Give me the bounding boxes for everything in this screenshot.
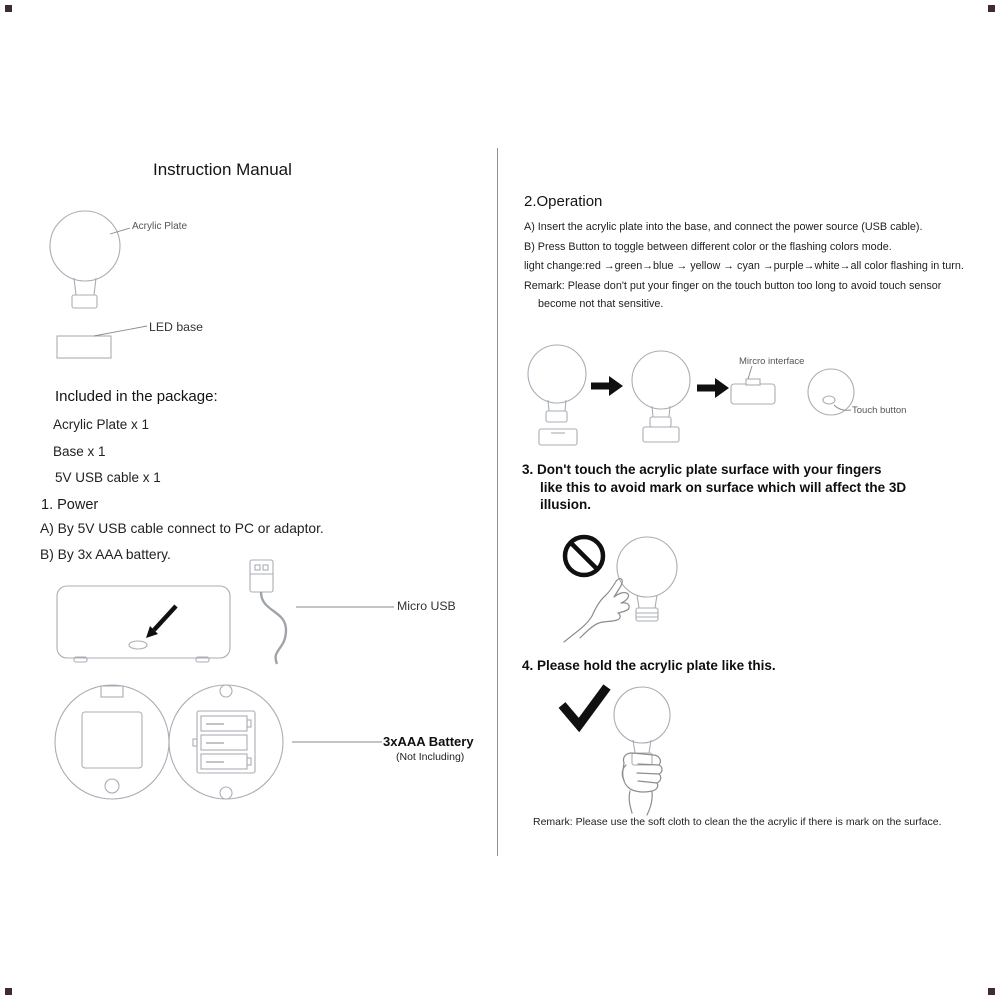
step3-line2: like this to avoid mark on surface which will affect the 3D (540, 479, 907, 495)
step3-text (522, 461, 906, 514)
step-arrowhead-icon (609, 376, 623, 396)
step4-text: 4. Please hold the acrylic plate like this. (522, 658, 776, 673)
package-item-cable: 5V USB cable x 1 (55, 470, 161, 485)
operation-remark-line1: Remark: Please don't put your finger on the touch button too long to avoid touch sensor (524, 280, 942, 292)
touch-button-label: Touch button (852, 405, 907, 416)
operation-line-a: A) Insert the acrylic plate into the base, and connect the power source (USB cable). (524, 221, 923, 233)
battery-compartment-figure (48, 680, 408, 808)
base-usb-figure (50, 550, 410, 670)
micro-usb-label: Micro USB (397, 599, 456, 613)
operation-line-light-change: light change:red →green→blue → yellow → cyan →purple→white→all color flashing in turn. (524, 260, 964, 272)
operation-line-b: B) Press Button to toggle between different color or the flashing colors mode. (524, 241, 892, 253)
micro-interface-label: Mircro interface (739, 356, 805, 367)
correct-hold-figure (550, 675, 710, 823)
power-line-b: B) By 3x AAA battery. (40, 547, 171, 562)
touching-hand-drawing (564, 579, 629, 642)
usb-cable-drawing (261, 592, 286, 664)
acrylic-plate-label: Acrylic Plate (132, 221, 188, 232)
power-heading: 1. Power (41, 497, 99, 513)
battery-note: (Not Including) (396, 751, 465, 763)
package-item-base: Base x 1 (53, 444, 106, 459)
power-line-a: A) By 5V USB cable connect to PC or adaptor. (40, 521, 324, 536)
corner-mark-bottom-right (988, 988, 995, 995)
footer-remark: Remark: Please use the soft cloth to clean the the acrylic if there is mark on the surface. (533, 816, 942, 828)
no-touch-figure (548, 518, 728, 650)
checkmark-icon (562, 687, 607, 725)
corner-mark-top-right (988, 5, 995, 12)
column-divider (497, 148, 498, 856)
holding-hand-drawing (623, 753, 662, 792)
corner-mark-bottom-left (5, 988, 12, 995)
operation-remark-line2: become not that sensitive. (538, 298, 664, 310)
step3-line3: illusion. (540, 497, 592, 512)
assembly-diagram-figure (515, 328, 935, 463)
corner-mark-top-left (5, 5, 12, 12)
package-heading: Included in the package: (55, 388, 218, 405)
battery-label: 3xAAA Battery (383, 734, 474, 749)
package-item-acrylic: Acrylic Plate x 1 (53, 417, 150, 432)
page-title: Instruction Manual (153, 160, 292, 179)
led-base-label: LED base (149, 320, 204, 334)
step3-line1: 3. Don't touch the acrylic plate surface with your fingers (522, 462, 882, 477)
step-arrowhead2-icon (715, 378, 729, 398)
operation-heading: 2.Operation (524, 193, 603, 210)
port-arrow-icon (154, 606, 176, 630)
